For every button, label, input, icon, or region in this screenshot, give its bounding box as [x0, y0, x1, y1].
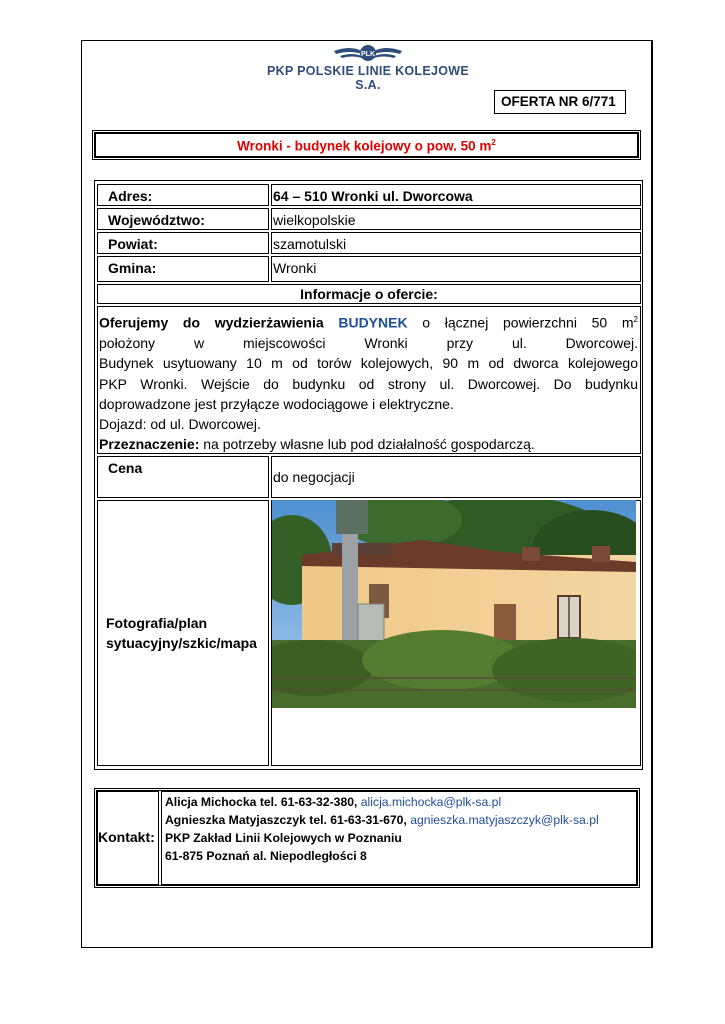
contact-email-1[interactable]: alicja.michocka@plk-sa.pl — [360, 795, 502, 809]
offer-title-text: Wronki - budynek kolejowy o pow. 50 m — [237, 138, 492, 154]
contact-person-2 — [165, 811, 636, 829]
logo-lettering: PLK — [361, 51, 375, 58]
desc-line-1 — [99, 310, 638, 333]
address-label: Adres: — [97, 184, 269, 206]
offer-number: OFERTA NR 6/771 — [494, 90, 626, 114]
desc-line-3: Budynek usytuowany 10 m od torów kolejowych, 90 m od dworca kolejowego — [99, 355, 638, 372]
county-label: Powiat: — [97, 232, 269, 254]
photo-label — [97, 500, 269, 766]
offer-title — [94, 132, 639, 158]
municipality-value: Wronki — [271, 256, 641, 282]
address-value: 64 – 510 Wronki ul. Dworcowa — [271, 184, 641, 206]
purpose-label: Przeznaczenie: — [99, 436, 200, 453]
desc-line-2: położony w miejscowości Wronki przy ul. Dworcowej. — [99, 334, 638, 351]
contact-address: 61-875 Poznań al. Niepodległości 8 — [165, 849, 367, 863]
municipality-label: Gmina: — [97, 256, 269, 282]
contact-person-2-name: Agnieszka Matyjaszczyk tel. 61-63-31-670, — [165, 813, 411, 827]
desc-purpose — [99, 434, 638, 454]
company-name: PKP POLSKIE LINIE KOLEJOWE S.A. — [266, 64, 470, 92]
contact-person-1-name: Alicja Michocka tel. 61-63-32-380, — [165, 795, 361, 809]
desc-line-5: doprowadzone jest przyłącze wodociągowe i elektryczne. — [99, 395, 454, 412]
desc-line-4: PKP Wronki. Wejście do budynku od strony ul. Dworcowej. Do budynku — [99, 375, 638, 392]
info-heading: Informacje o ofercie: — [97, 284, 641, 304]
voivodeship-value: wielkopolskie — [271, 208, 641, 230]
price-label: Cena — [97, 456, 269, 498]
offer-title-sup: 2 — [491, 138, 496, 147]
desc-offer-phrase: Oferujemy do wydzierżawienia — [99, 314, 324, 331]
plk-wings-icon — [332, 42, 404, 64]
purpose-text: na potrzeby własne lub pod działalność gospodarczą. — [199, 436, 535, 453]
company-logo — [258, 40, 478, 92]
contact-email-2[interactable]: agnieszka.matyjaszczyk@plk-sa.pl — [410, 813, 599, 827]
county-value: szamotulski — [271, 232, 641, 254]
building-photo — [272, 500, 636, 708]
photo-label-line-1: Fotografia/plan — [106, 615, 208, 631]
desc-line-6: Dojazd: od ul. Dworcowej. — [99, 416, 261, 433]
desc-area: o łącznej powierzchni 50 m — [422, 314, 634, 331]
contact-details — [161, 791, 637, 885]
voivodeship-label: Województwo: — [97, 208, 269, 230]
desc-area-sup: 2 — [633, 315, 638, 324]
photo-label-line-2: sytuacyjny/szkic/mapa — [106, 635, 257, 651]
offer-description — [97, 306, 641, 454]
offer-title-box — [92, 130, 641, 160]
contact-office: PKP Zakład Linii Kolejowych w Poznaniu — [165, 831, 402, 845]
contact-person-1 — [165, 793, 636, 811]
desc-building-word: BUDYNEK — [338, 314, 408, 331]
contact-label: Kontakt: — [97, 791, 159, 885]
price-value: do negocjacji — [271, 456, 641, 498]
